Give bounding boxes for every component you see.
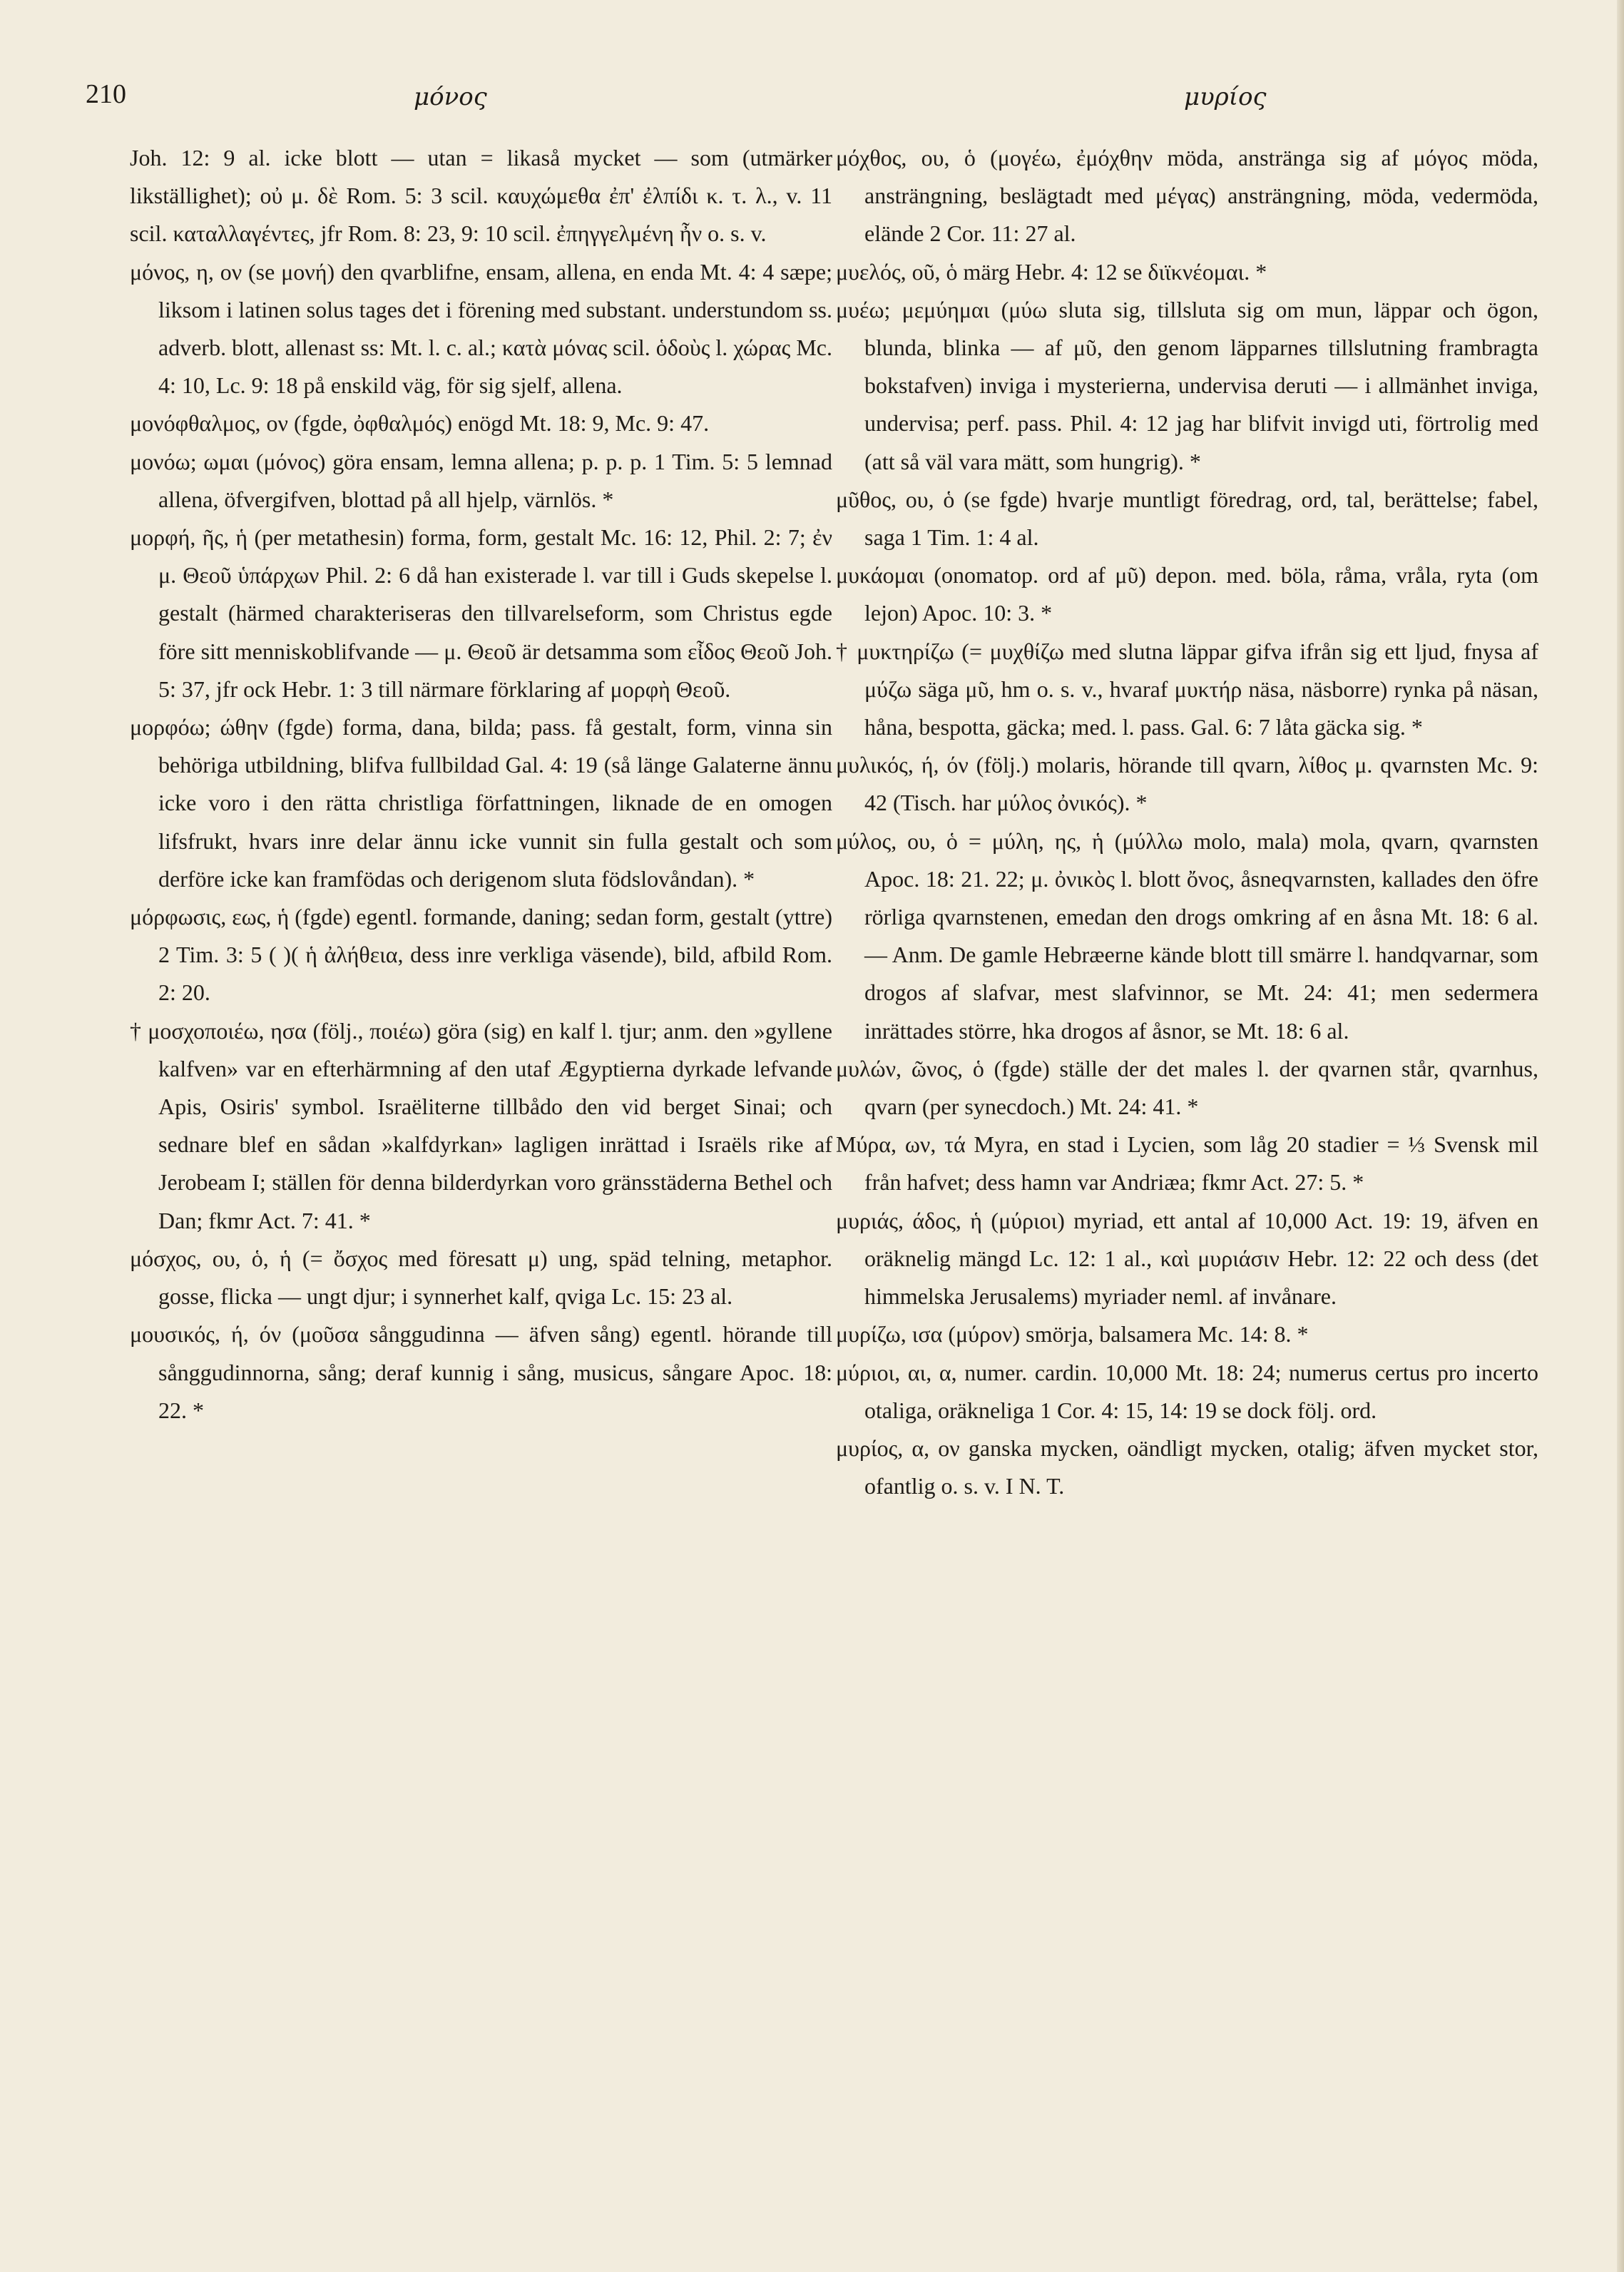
dictionary-entry-mykterizo: † μυκτηρίζω (= μυχθίζω med slutna läppar gifva ifrån sig ett ljud, fnysa af μύζω säga μῦ, hm o. s. v., hvaraf μυκτήρ näsa, näsborre) rynka på näsan, håna, bespotta, gäcka; med. l. pass. Gal. 6: 7 låta gäcka sig. * xyxy=(836,638,1539,740)
running-head-left: μόνος xyxy=(414,83,487,111)
dictionary-entry-myra: Μύρα, ων, τά Myra, en stad i Lycien, som låg 20 stadier = ⅓ Svensk mil från hafvet; dess hamn var Andriæa; fkmr Act. 27: 5. * xyxy=(836,1131,1538,1196)
dictionary-entry-mykaomai: μυκάομαι (onomatop. ord af μῦ) depon. med. böla, råma, vråla, ryta (om lejon) Apoc. 10: 3. * xyxy=(836,562,1538,626)
dictionary-entry-monos: μόνος, η, ον (se μονή) den qvarblifne, ensam, allena, en enda Mt. 4: 4 sæpe; liksom i latinen solus tages det i förening med substant. understundom ss. adverb. blott, allenast ss: Mt. l. c. al.; κατὰ μόνας scil. ὁδοὺς l. χώρας Mc. 4: 10, Lc. 9: 18 på enskild väg, för sig sjelf, allena. xyxy=(130,258,832,399)
dictionary-entry-myrioi: μύριοι, αι, α, numer. cardin. 10,000 Mt. 18: 24; numerus certus pro incerto otaliga, oräkneliga 1 Cor. 4: 15, 14: 19 se dock följ. ord. xyxy=(836,1359,1538,1423)
dictionary-entry-mylon: μυλών, ῶνος, ὁ (fgde) ställe der det males l. der qvarnen står, qvarnhus, qvarn (per synecdoch.) Mt. 24: 41. * xyxy=(836,1055,1538,1120)
dictionary-entry-morphe: μορφή, ῆς, ἡ (per metathesin) forma, form, gestalt Mc. 16: 12, Phil. 2: 7; ἐν μ. Θεοῦ ὑπάρχων Phil. 2: 6 då han existerade l. var till i Guds skepelse l. gestalt (härmed charakteriseras den tillvarelseform, som Christus egde före sitt menniskoblifvande — μ. Θεοῦ är detsamma som εἶδος Θεοῦ Joh. 5: 37, jfr ock Hebr. 1: 3 till närmare förklaring af μορφὴ Θεοῦ. xyxy=(130,524,832,702)
dictionary-entry-monoo: μονόω; ωμαι (μόνος) göra ensam, lemna allena; p. p. p. 1 Tim. 5: 5 lemnad allena, öfvergifven, blottad på all hjelp, värnlös. * xyxy=(130,448,832,512)
dictionary-entry-mochthos: μόχθος, ου, ὁ (μογέω, ἐμόχθην möda, anstränga sig af μόγος möda, ansträngning, beslägtadt med μέγας) ansträngning, möda, vedermöda, elände 2 Cor. 11: 27 al. xyxy=(836,145,1538,247)
left-column xyxy=(130,139,832,1430)
dictionary-entry-mylikos: μυλικός, ή, όν (följ.) molaris, hörande till qvarn, λίθος μ. qvarnsten Mc. 9: 42 (Tisch. har μύλος ὀνικός). * xyxy=(836,752,1538,816)
dictionary-entry-myeo: μυέω; μεμύημαι (μύω sluta sig, tillsluta sig om mun, läppar och ögon, blunda, blinka — af μῦ, den genom läpparnes tillslutning frambragta bokstafven) inviga i mysterierna, undervisa deruti — i allmänhet inviga, undervisa; perf. pass. Phil. 4: 12 jag har blifvit invigd uti, förtrolig med (att så väl vara mätt, som hungrig). * xyxy=(836,296,1538,474)
right-column xyxy=(836,139,1538,1505)
page-header xyxy=(86,78,1583,121)
dictionary-entry-monophthalmos: μονόφθαλμος, ον (fgde, ὀφθαλμός) enögd Mt. 18: 9, Mc. 9: 47. xyxy=(130,410,710,437)
dictionary-entry-morphosis: μόρφωσις, εως, ἡ (fgde) egentl. formande, daning; sedan form, gestalt (yttre) 2 Tim. 3: 5 ( )( ἡ ἀλήθεια, dess inre verkliga väsende), bild, afbild Rom. 2: 20. xyxy=(130,904,832,1006)
dictionary-entry-moschos: μόσχος, ου, ὁ, ἡ (= ὄσχος med föresatt μ) ung, späd telning, metaphor. gosse, flicka — ungt djur; i synnerhet kalf, qviga Lc. 15: 23 al. xyxy=(130,1245,832,1310)
dictionary-entry-mylos: μύλος, ου, ὁ = μύλη, ης, ἡ (μύλλω molo, mala) mola, qvarn, qvarnsten Apoc. 18: 21. 22; μ. ὀνικὸς l. blott ὄνος, åsneqvarnsten, kallades den öfre rörliga qvarnstenen, emedan den drogs omkring af en åsna Mt. 18: 6 al. — Anm. De gamle Hebræerne kände blott till smärre l. handqvarnar, som drogos af slafvar, mest slafvinnor, se Mt. 24: 41; men sedermera inrättades större, hka drogos af åsnor, se Mt. 18: 6 al. xyxy=(836,827,1538,1044)
dictionary-entry-mythos: μῦθος, ου, ὁ (se fgde) hvarje muntligt föredrag, ord, tal, berättelse; fabel, saga 1 Tim. 1: 4 al. xyxy=(836,486,1538,551)
running-head-right: μυρίος xyxy=(1184,83,1267,111)
dictionary-entry-myelos: μυελός, οῦ, ὁ märg Hebr. 4: 12 se διϊκνέομαι. * xyxy=(836,258,1267,285)
dictionary-entry-myrios: μυρίος, α, ον ganska mycken, oändligt mycken, otalig; äfven mycket stor, ofantlig o. s. v. I N. T. xyxy=(836,1435,1538,1499)
dictionary-entry-myrizo: μυρίζω, ισα (μύρον) smörja, balsamera Mc. 14: 8. * xyxy=(836,1321,1309,1348)
dictionary-entry-moschopoieo: † μοσχοποιέω, ησα (följ., ποιέω) göra (sig) en kalf l. tjur; anm. den »gyllene kalfven» var en efterhärmning af den utaf Ægyptierna dyrkade lefvande Apis, Osiris' symbol. Israëliterne tillbådo den vid berget Sinai; och sednare blef en sådan »kalfdyrkan» lagligen inrättad i Israëls rike af Jerobeam I; ställen för denna bilderdyrkan voro gränsstäderna Bethel och Dan; fkmr Act. 7: 41. * xyxy=(130,1017,832,1233)
page-number: 210 xyxy=(86,79,126,109)
dictionary-entry-morphoo: μορφόω; ώθην (fgde) forma, dana, bilda; pass. få gestalt, form, vinna sin behöriga utbildning, blifva fullbildad Gal. 4: 19 (så länge Galaterne ännu icke voro i den rätta christliga författningen, liknade de en omogen lifsfrukt, hvars inre delar ännu icke vunnit sin fulla gestalt och som derföre icke kan framfödas och derigenom sluta födslovåndan). * xyxy=(130,714,832,892)
dictionary-entry-myrias: μυριάς, άδος, ἡ (μύριοι) myriad, ett antal af 10,000 Act. 19: 19, äfven en oräknelig mängd Lc. 12: 1 al., καὶ μυριάσιν Hebr. 12: 22 och dess (det himmelska Jerusalems) myriader neml. af invånare. xyxy=(836,1207,1538,1310)
continued-entry: Joh. 12: 9 al. icke blott — utan = likaså mycket — som (utmärker likställighet); οὐ μ. δὲ Rom. 5: 3 scil. καυχώμεθα ἐπ' ἐλπίδι κ. τ. λ., v. 11 scil. καταλλαγέντες, jfr Rom. 8: 23, 9: 10 scil. ἐπηγγελμένη ἦν o. s. v. xyxy=(130,145,832,247)
page-edge xyxy=(1617,0,1624,2272)
dictionary-entry-mousikos: μουσικός, ή, όν (μοῦσα sånggudinna — äfven sång) egentl. hörande till sånggudinnorna, sång; deraf kunnig i sång, musicus, sångare Apoc. 18: 22. * xyxy=(130,1321,832,1423)
